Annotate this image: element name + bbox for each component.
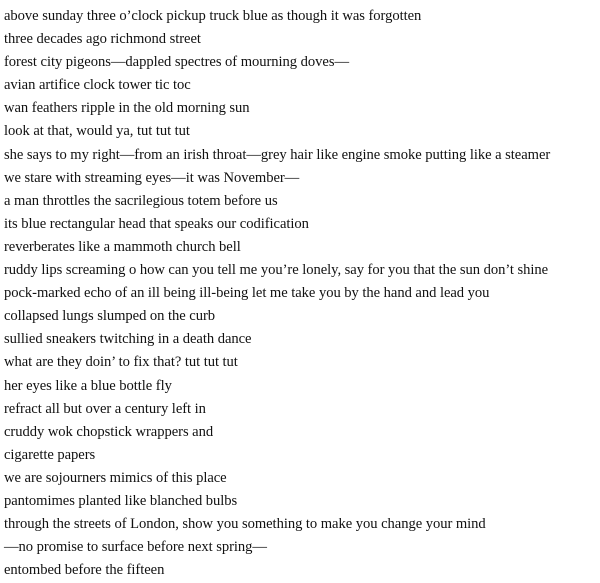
- poem-line-14: collapsed lungs slumped on the curb: [4, 308, 216, 325]
- poem-line-5: wan feathers ripple in the old morning sun: [4, 100, 250, 117]
- poem-line-22: pantomimes planted like blanched bulbs: [4, 492, 238, 509]
- poem-line-11: reverberates like a mammoth church bell: [4, 238, 241, 255]
- poem-line-8: we stare with streaming eyes—it was November—: [4, 169, 300, 186]
- poem-line-24: —no promise to surface before next spring—: [4, 539, 267, 556]
- poem-text: [4, 5, 598, 582]
- poem-line-15: sullied sneakers twitching in a death dance: [4, 331, 252, 348]
- poem-line-9: a man throttles the sacrilegious totem before us: [4, 192, 278, 209]
- poem-line-18: refract all but over a century left in: [4, 400, 206, 417]
- poem-line-4: avian artifice clock tower tic toc: [4, 77, 191, 94]
- poem-line-1: above sunday three o’clock pickup truck blue as though it was forgotten: [4, 8, 422, 24]
- poem-line-25: entombed before the fifteen: [4, 562, 165, 579]
- poem-line-3: forest city pigeons—dappled spectres of mourning doves—: [4, 54, 349, 71]
- poem-line-6: look at that, would ya, tut tut tut: [4, 123, 190, 140]
- poem-line-7: she says to my right—from an irish throat—grey hair like engine smoke putting like a steamer: [4, 146, 551, 163]
- poem-line-12: ruddy lips screaming o how can you tell me you’re lonely, say for you that the sun don’t shine: [4, 262, 549, 279]
- poem-line-10: its blue rectangular head that speaks our codification: [4, 215, 309, 232]
- poem-line-2: three decades ago richmond street: [4, 31, 201, 48]
- poem-line-21: we are sojourners mimics of this place: [4, 469, 227, 486]
- poem-line-23: through the streets of London, show you something to make you change your mind: [4, 516, 486, 533]
- poem-line-19: cruddy wok chopstick wrappers and: [4, 423, 214, 440]
- poem-line-17: her eyes like a blue bottle fly: [4, 377, 172, 394]
- poem-line-13: pock-marked echo of an ill being ill-being let me take you by the hand and lead you: [4, 285, 490, 302]
- poem-line-16: what are they doin’ to fix that? tut tut tut: [4, 354, 238, 371]
- poem-line-20: cigarette papers: [4, 446, 96, 463]
